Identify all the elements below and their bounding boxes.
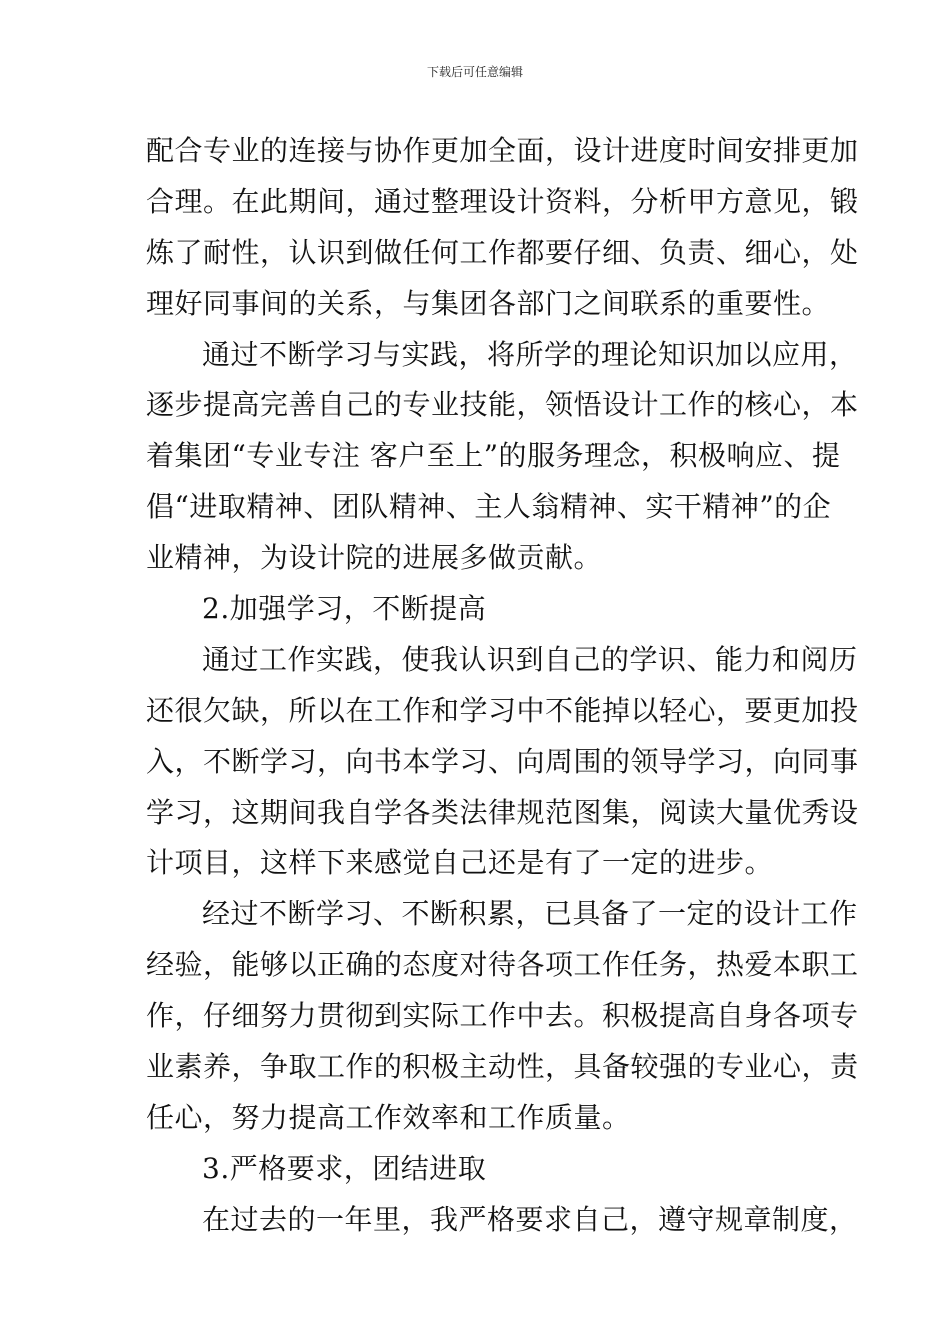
text-line: 任心，努力提高工作效率和工作质量。 — [146, 1100, 631, 1134]
text-line: 计项目，这样下来感觉自己还是有了一定的进步。 — [146, 846, 774, 880]
text-line: 配合专业的连接与协作更加全面，设计进度时间安排更加 — [146, 134, 859, 167]
text-line: 学习，这期间我自学各类法律规范图集，阅读大量优秀设 — [146, 795, 859, 829]
text-line: 还很欠缺，所以在工作和学习中不能掉以轻心，要更加投 — [146, 693, 859, 727]
text-line: 经过不断学习、不断积累，已具备了一定的设计工作 — [202, 897, 858, 931]
document-body — [146, 126, 859, 1246]
page-header: 下载后可任意编辑 — [426, 65, 523, 79]
text-line: 理好同事间的关系，与集团各部门之间联系的重要性。 — [146, 286, 831, 320]
text-line: 逐步提高完善自己的专业技能，领悟设计工作的核心，本 — [146, 388, 859, 422]
text-line: 着集团“专业专注 客户至上”的服务理念，积极响应、提 — [146, 439, 841, 473]
text-line: 入，不断学习，向书本学习、向周围的领导学习，向同事 — [146, 744, 859, 778]
text-line: 通过工作实践，使我认识到自己的学识、能力和阅历 — [202, 642, 858, 676]
text-line: 倡“进取精神、团队精神、主人翁精神、实干精神”的企 — [146, 490, 832, 524]
text-line: 业素养，争取工作的积极主动性，具备较强的专业心，责 — [146, 1050, 859, 1084]
text-line: 业精神，为设计院的进展多做贡献。 — [146, 541, 603, 575]
text-line: 经验，能够以正确的态度对待各项工作任务，热爱本职工 — [146, 948, 859, 982]
text-line: 2.加强学习，不断提高 — [202, 592, 487, 626]
text-line: 合理。在此期间，通过整理设计资料，分析甲方意见，锻 — [146, 184, 859, 218]
text-line: 通过不断学习与实践，将所学的理论知识加以应用， — [202, 337, 858, 371]
text-line: 作，仔细努力贯彻到实际工作中去。积极提高自身各项专 — [146, 999, 859, 1033]
text-line: 在过去的一年里，我严格要求自己，遵守规章制度， — [202, 1202, 858, 1236]
text-line: 炼了耐性，认识到做任何工作都要仔细、负责、细心，处 — [146, 235, 859, 269]
text-line: 3.严格要求，团结进取 — [202, 1151, 487, 1185]
